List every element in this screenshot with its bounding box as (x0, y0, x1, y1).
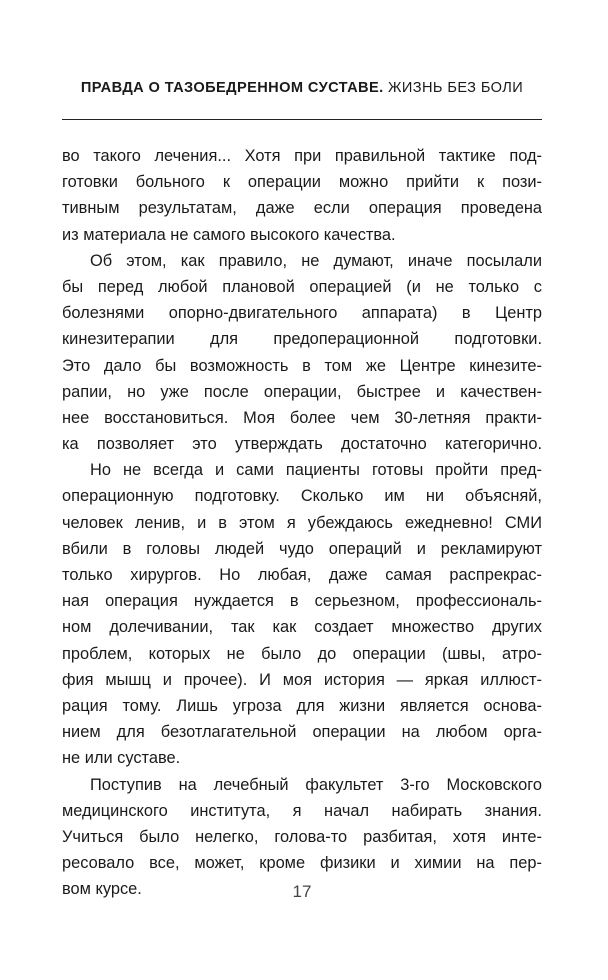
text-line: Но не всегда и сами пациенты готовы пройти пред- (90, 461, 542, 480)
text-line: кинезитерапии для предоперационной подготовки. (62, 330, 542, 349)
text-line: готовки больного к операции можно прийти к пози- (62, 173, 542, 192)
text-line: бы перед любой плановой операцией (и не только с (62, 277, 542, 296)
text-line: нием для безотлагательной операции на любом орга- (62, 723, 542, 742)
running-head-title: ПРАВДА О ТАЗОБЕДРЕННОМ СУСТАВЕ. (80, 80, 384, 96)
page-number: 17 (292, 882, 312, 901)
text-line: медицинского института, я начал набирать знания. (62, 801, 542, 820)
text-line: Это дало бы возможность в том же Центре кинезите- (62, 356, 542, 375)
text-line: Учиться было нелегко, голова-то разбитая, хотя инте- (62, 827, 542, 846)
text-line: проблем, которых не было до операции (швы, атро- (62, 644, 542, 663)
running-head-subtitle: ЖИЗНЬ БЕЗ БОЛИ (388, 80, 524, 96)
text-line: Поступив на лечебный факультет 3-го Московского (90, 775, 542, 794)
text-line: Об этом, как правило, не думают, иначе посылали (90, 251, 542, 270)
text-line: не или суставе. (62, 749, 181, 768)
text-line: болезнями опорно-двигательного аппарата) в Центр (62, 304, 542, 323)
text-line: только хирургов. Но любая, даже самая распрекрас- (62, 566, 542, 584)
body-text (62, 143, 542, 902)
text-line: рапии, но уже после операции, быстрее и качествен- (62, 382, 542, 401)
text-line: операционную подготовку. Сколько им ни объясняй, (62, 487, 542, 506)
text-line: ка позволяет это утверждать достаточно категорично. (62, 435, 542, 454)
text-line: из материала не самого высокого качества. (62, 225, 396, 244)
text-line: вом курсе. (62, 880, 142, 899)
text-line: фия мышц и прочее). И моя история — яркая иллюст- (62, 670, 542, 689)
text-line: вбили в головы людей чудо операций и рекламируют (62, 539, 542, 558)
text-line: человек ленив, и в этом я убеждаюсь ежедневно! СМИ (62, 513, 542, 532)
header-rule (62, 119, 542, 120)
text-line: нее восстановиться. Моя более чем 30-летняя практи- (62, 408, 542, 427)
running-head (62, 80, 542, 96)
text-line: рация тому. Лишь угроза для жизни является основа- (62, 696, 542, 715)
text-line: во такого лечения... Хотя при правильной тактике под- (62, 147, 542, 165)
text-line: ная операция нуждается в серьезном, профессиональ- (62, 592, 542, 611)
text-line: ресовало все, может, кроме физики и химии на пер- (62, 854, 542, 873)
text-line: ном долечивании, так как создает множество других (62, 618, 542, 637)
text-line: тивным результатам, даже если операция проведена (62, 199, 542, 218)
